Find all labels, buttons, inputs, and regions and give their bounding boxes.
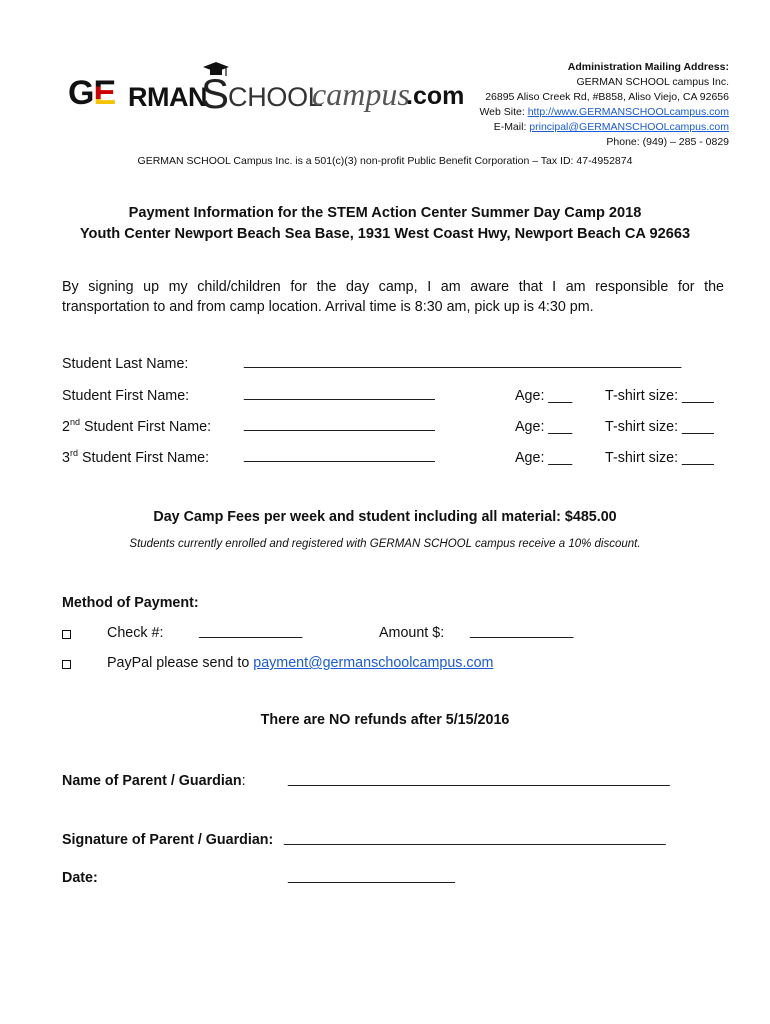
paypal-label: PayPal please send to	[107, 655, 254, 671]
signature-label: Signature of Parent / Guardian:	[62, 832, 274, 848]
nonprofit-statement: GERMAN SCHOOL Campus Inc. is a 501(c)(3) non-profit Public Benefit Corporation – Tax ID: 47-4952874	[137, 155, 633, 167]
address-street: 26895 Aliso Creek Rd, #B858, Aliso Viejo, CA 92656	[485, 91, 729, 103]
address-email-line	[479, 120, 729, 135]
parent-name-label-text: Name of Parent / Guardian	[62, 773, 242, 789]
student-2-tshirt-field[interactable]: T-shirt size: ____	[605, 419, 714, 435]
address-website-line	[479, 105, 729, 120]
website-label: Web Site:	[479, 106, 528, 118]
day-camp-fees: Day Camp Fees per week and student including all material: $485.00	[153, 509, 617, 525]
student-first-name-label: Student First Name:	[62, 388, 190, 404]
logo-letter-s: S	[201, 70, 230, 117]
logo-campus: campus	[312, 76, 410, 112]
address-company: GERMAN SCHOOL campus Inc.	[576, 76, 729, 88]
student-first-name-field[interactable]: ________________________	[244, 385, 435, 401]
mailing-address	[479, 60, 729, 150]
address-phone: Phone: (949) – 285 - 0829	[606, 136, 729, 148]
intro-line-1: By signing up my child/children for the day camp, I am aware that I am responsible for the	[62, 279, 724, 295]
logo-letter-g: G	[68, 74, 94, 112]
parent-name-label	[62, 773, 246, 789]
date-field[interactable]: _____________________	[288, 868, 455, 884]
school-logo	[68, 62, 468, 117]
email-link[interactable]: principal@GERMANSCHOOLcampus.com	[529, 121, 729, 133]
parent-name-field[interactable]: ________________________________________________	[288, 771, 670, 787]
student-3-age-field[interactable]: Age: ___	[515, 450, 573, 466]
student-last-name-label: Student Last Name:	[62, 356, 189, 372]
title-line-2: Youth Center Newport Beach Sea Base, 1931 West Coast Hwy, Newport Beach CA 92663	[79, 226, 691, 242]
student-3-first-name-field[interactable]: ________________________	[244, 447, 435, 463]
amount-label: Amount $:	[379, 625, 445, 641]
check-number-field[interactable]: _____________	[199, 623, 303, 639]
website-link[interactable]: http://www.GERMANSCHOOLcampus.com	[527, 106, 729, 118]
ordinal-2-suffix: nd	[69, 417, 80, 428]
logo-rman: RMAN	[128, 82, 207, 112]
check-checkbox[interactable]	[62, 630, 71, 639]
student-1-age-field[interactable]: Age: ___	[515, 388, 573, 404]
discount-note: Students currently enrolled and registered with GERMAN SCHOOL campus receive a 10% discount.	[129, 538, 641, 550]
student-2-first-name-field[interactable]: ________________________	[244, 416, 435, 432]
date-label: Date:	[62, 870, 98, 886]
logo-chool: CHOOL	[228, 82, 323, 112]
ordinal-3-suffix: rd	[69, 448, 78, 459]
address-heading: Administration Mailing Address:	[567, 61, 729, 73]
student-2-first-name-label	[62, 419, 211, 435]
refund-policy: There are NO refunds after 5/15/2016	[260, 712, 510, 728]
student-last-name-field[interactable]: _______________________________________________________	[244, 353, 682, 369]
logo-dotcom: .com	[406, 82, 465, 110]
student-1-tshirt-field[interactable]: T-shirt size: ____	[605, 388, 714, 404]
student-3-tshirt-field[interactable]: T-shirt size: ____	[605, 450, 714, 466]
ordinal-2: 2	[62, 419, 70, 435]
student-3-label-text: Student First Name:	[77, 450, 210, 466]
payment-method-heading: Method of Payment:	[62, 595, 199, 611]
intro-paragraph	[62, 277, 724, 317]
student-3-first-name-label	[62, 450, 209, 466]
intro-line-2: transportation to and from camp location. Arrival time is 8:30 am, pick up is 4:30 pm.	[62, 299, 594, 315]
paypal-line	[107, 655, 493, 671]
title-line-1: Payment Information for the STEM Action Center Summer Day Camp 2018	[128, 205, 642, 221]
student-2-age-field[interactable]: Age: ___	[515, 419, 573, 435]
ordinal-3: 3	[62, 450, 70, 466]
signature-field[interactable]: ________________________________________________	[284, 830, 666, 846]
page-title	[0, 203, 770, 245]
parent-name-colon: :	[241, 773, 246, 789]
logo-letter-e: E	[93, 74, 116, 112]
amount-field[interactable]: _____________	[470, 623, 574, 639]
check-label: Check #:	[107, 625, 164, 641]
paypal-checkbox[interactable]	[62, 660, 71, 669]
email-label: E-Mail:	[493, 121, 530, 133]
student-2-label-text: Student First Name:	[79, 419, 212, 435]
paypal-email-link[interactable]: payment@germanschoolcampus.com	[253, 655, 494, 671]
